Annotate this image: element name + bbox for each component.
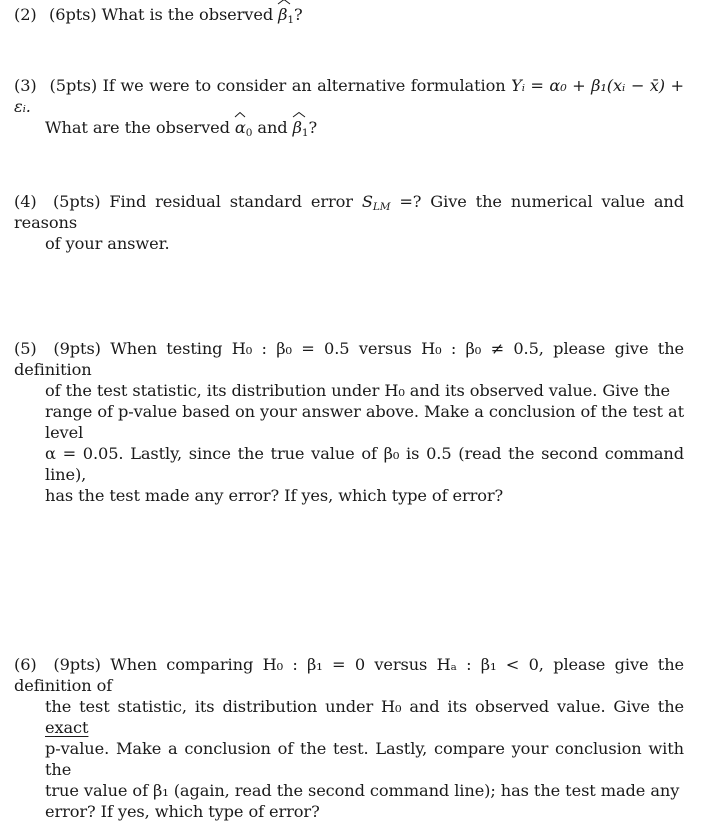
- question-number: (4): [14, 192, 37, 211]
- question-number: (3): [14, 76, 37, 95]
- question-2: (2) (6pts) What is the observed $\beta_1$?: [14, 4, 684, 25]
- question-text-line: has the test made any error? If yes, which type of error?: [45, 486, 504, 505]
- question-text-line: true value of β₁ (again, read the second command line); has the test made any: [45, 781, 680, 800]
- question-points: (5pts): [49, 76, 98, 95]
- question-6: [14, 654, 684, 822]
- question-points: (6pts): [49, 5, 97, 24]
- question-text-line: When comparing H₀ : β₁ = 0 versus Hₐ : β₁ < 0, please give the definition of: [14, 655, 685, 695]
- s-lm-symbol: $S_{LM}$: [361, 192, 391, 213]
- beta-hat-1: $\beta_1$: [293, 117, 309, 138]
- question-number: (2): [14, 5, 37, 24]
- question-text-line: p-value. Make a conclusion of the test. Lastly, compare your conclusion with the: [45, 739, 684, 779]
- question-text-line: When testing H₀ : β₀ = 0.5 versus H₀ : β₀ ≠ 0.5, please give the definition: [14, 339, 685, 379]
- formula: Yᵢ = α₀ + β₁(xᵢ − x̄) + εᵢ.: [14, 76, 684, 116]
- question-points: (9pts): [53, 655, 101, 674]
- question-number: (5): [14, 339, 37, 358]
- alpha-hat-0: $\alpha_0$: [235, 117, 252, 138]
- question-3: (3) (5pts) If we were to consider an alternative formulation Yᵢ = α₀ + β₁(xᵢ − x̄) + εᵢ. What are the observed $\alpha_0$ and $\beta_1$?: [14, 76, 684, 139]
- question-text-line: error? If yes, which type of error?: [45, 802, 320, 821]
- question-4: (4) (5pts) Find residual standard error $S_{LM}$ =? Give the numerical value and reasons of your answer.: [14, 192, 685, 253]
- hat-accent-icon: [277, 0, 291, 5]
- question-5: [14, 338, 684, 506]
- question-text-line: the test statistic, its distribution under H₀ and its observed value. Give the exact: [45, 697, 684, 737]
- question-points: (5pts): [52, 192, 101, 211]
- question-number: (6): [14, 655, 37, 674]
- question-text-line: of the test statistic, its distribution under H₀ and its observed value. Give the: [45, 381, 671, 400]
- question-text: What is the observed: [101, 5, 279, 24]
- hat-accent-icon: [292, 111, 306, 118]
- question-text-line: range of p-value based on your answer above. Make a conclusion of the test at level: [45, 402, 684, 442]
- underlined-word: exact: [45, 718, 89, 737]
- question-text: Find residual standard error: [109, 192, 362, 211]
- question-points: (9pts): [53, 339, 101, 358]
- beta-hat-1: $\beta_1$: [278, 4, 294, 25]
- hat-accent-icon: [234, 111, 246, 118]
- question-text-line: α = 0.05. Lastly, since the true value of β₀ is 0.5 (read the second command line),: [45, 444, 684, 484]
- question-text: If we were to consider an alternative formulation: [102, 76, 512, 95]
